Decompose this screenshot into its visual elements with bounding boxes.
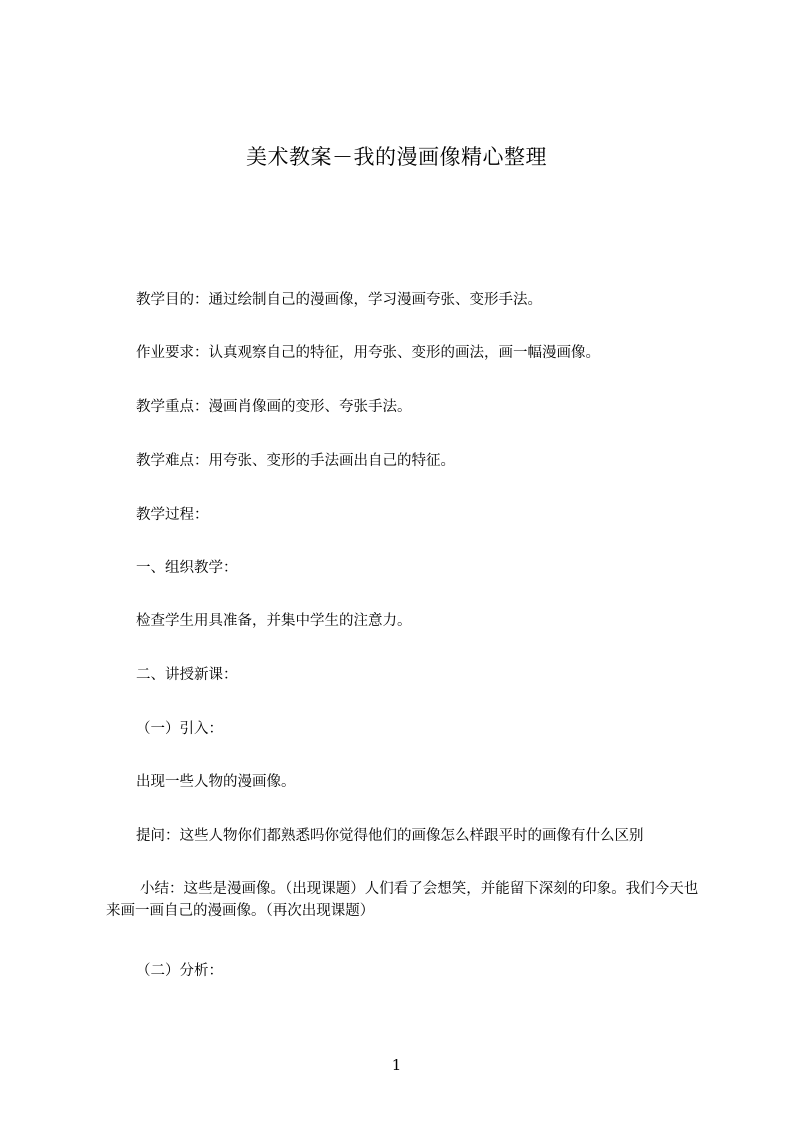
paragraph-summary: 小结：这些是漫画像。（出现课题）人们看了会想笑，并能留下深刻的印象。我们今天也来画一画自己的漫画像。（再次出现课题）	[106, 881, 699, 919]
document-title: 美术教案－我的漫画像精心整理	[246, 145, 547, 169]
subsection-heading-intro: （一）引入：	[136, 721, 223, 737]
page-number: 1	[391, 1056, 402, 1074]
paragraph-homework-requirement: 作业要求：认真观察自己的特征，用夸张、变形的画法，画一幅漫画像。	[136, 345, 600, 361]
paragraph-show-caricatures: 出现一些人物的漫画像。	[136, 774, 296, 790]
paragraph-teaching-process: 教学过程：	[136, 507, 209, 523]
section-heading-organize: 一、组织教学：	[136, 560, 238, 576]
section-heading-new-lesson: 二、讲授新课：	[136, 667, 238, 683]
paragraph-check-supplies: 检查学生用具准备，并集中学生的注意力。	[136, 613, 412, 629]
paragraph-question: 提问：这些人物你们都熟悉吗你觉得他们的画像怎么样跟平时的画像有什么区别	[136, 828, 644, 844]
paragraph-teaching-goal: 教学目的：通过绘制自己的漫画像，学习漫画夸张、变形手法。	[136, 292, 542, 308]
paragraph-teaching-focus: 教学重点：漫画肖像画的变形、夸张手法。	[136, 399, 412, 415]
subsection-heading-analysis: （二）分析：	[136, 963, 223, 979]
paragraph-teaching-difficulty: 教学难点：用夸张、变形的手法画出自己的特征。	[136, 453, 455, 469]
